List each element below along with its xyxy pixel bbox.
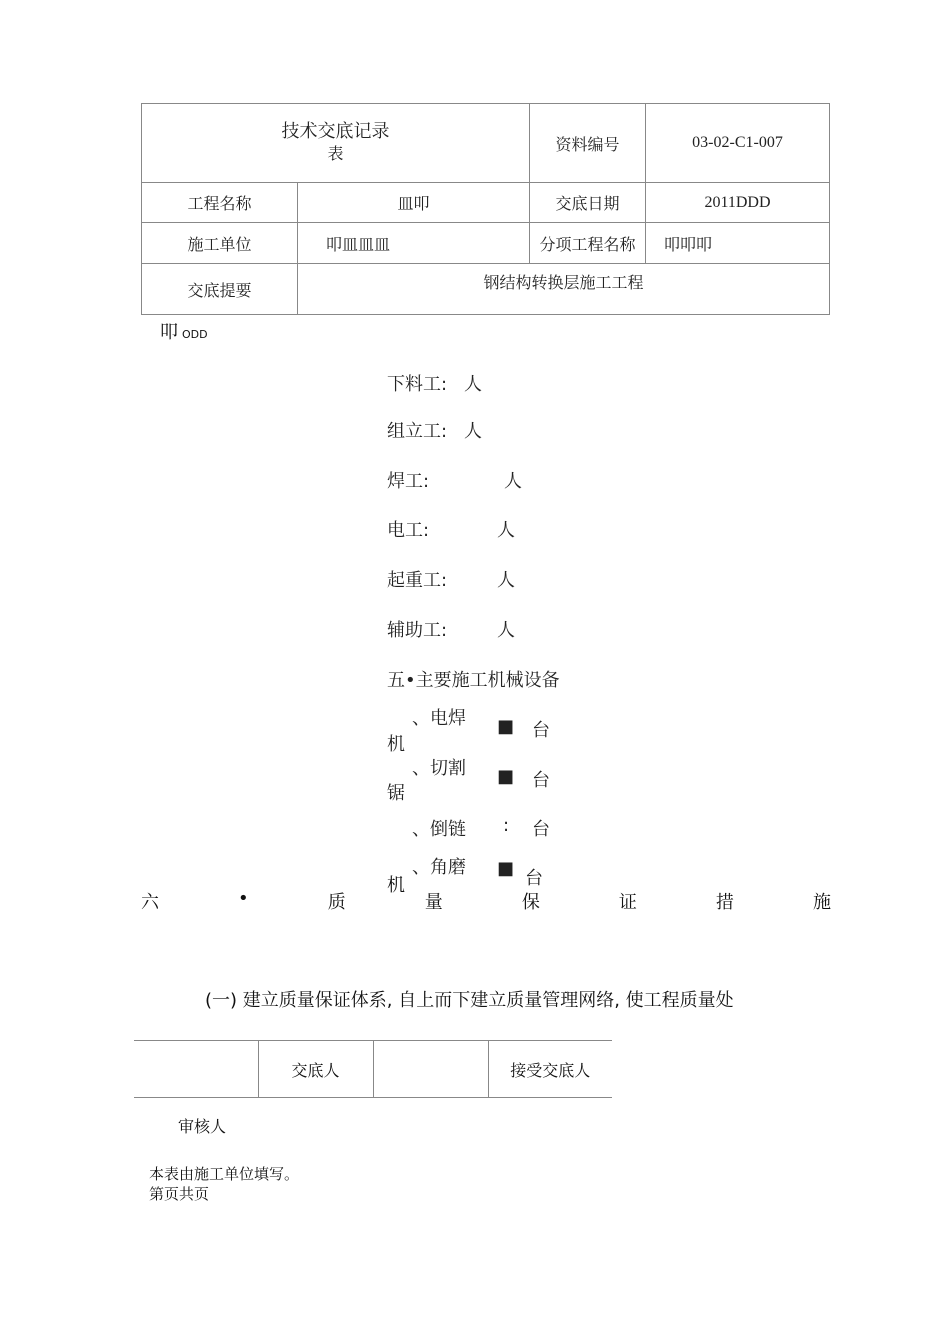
section6-char: 量 bbox=[424, 892, 443, 913]
project-name-label: 工程名称 bbox=[142, 183, 298, 223]
worker-label: 起重工: bbox=[387, 570, 448, 591]
date-value: 2011DDD bbox=[646, 183, 830, 223]
equipment-mark: ■ bbox=[497, 858, 515, 879]
page-note bbox=[160, 318, 208, 344]
equipment-unit: 台 bbox=[532, 770, 550, 791]
section6-char: 证 bbox=[618, 892, 637, 913]
page-note-small: ODD bbox=[182, 328, 208, 341]
form-title: 技术交底记录 bbox=[281, 121, 390, 142]
summary-label: 交底提要 bbox=[142, 264, 298, 315]
worker-label: 组立工: bbox=[387, 421, 448, 442]
footer-note: 本表由施工单位填写。 bbox=[149, 1165, 300, 1183]
form-title-cell bbox=[142, 104, 530, 183]
section6-char: 六 bbox=[141, 892, 159, 913]
section6-title bbox=[141, 888, 831, 914]
equipment-name-cont: 锯 bbox=[387, 783, 405, 804]
giver-label: 交底人 bbox=[258, 1041, 373, 1098]
worker-label: 辅助工: bbox=[387, 620, 448, 641]
worker-unit: 人 bbox=[504, 471, 522, 492]
page-note-char: 叩 bbox=[160, 322, 178, 343]
equipment-name: 、电焊 bbox=[412, 708, 466, 729]
equipment-mark: ■ bbox=[497, 766, 515, 787]
section6-char: 施 bbox=[812, 892, 831, 913]
reviewer-label: 审核人 bbox=[178, 1117, 227, 1136]
section5-title: 五•主要施工机械设备 bbox=[387, 670, 560, 691]
equipment-mark: : bbox=[503, 815, 510, 836]
worker-unit: 人 bbox=[464, 421, 482, 442]
sub-project-label: 分项工程名称 bbox=[530, 223, 646, 264]
giver-value-cell bbox=[373, 1041, 488, 1098]
section6-item1: (一) 建立质量保证体系, 自上而下建立质量管理网络, 使工程质量处 bbox=[205, 990, 734, 1011]
worker-label: 焊工: bbox=[387, 471, 430, 492]
equipment-mark: ■ bbox=[497, 716, 515, 737]
equipment-name-cont bbox=[387, 875, 405, 896]
footer-page: 第页共页 bbox=[149, 1185, 210, 1203]
unit-label: 施工单位 bbox=[142, 223, 298, 264]
equipment-name: 、角磨 bbox=[412, 857, 466, 878]
summary-value: 钢结构转换层施工工程 bbox=[298, 264, 830, 315]
header-table bbox=[141, 103, 830, 315]
project-name-value: 皿叩 bbox=[298, 183, 530, 223]
worker-unit: 人 bbox=[497, 520, 515, 541]
sign-table bbox=[134, 1040, 612, 1098]
worker-label: 下料工: bbox=[387, 374, 448, 395]
worker-unit: 人 bbox=[497, 570, 515, 591]
unit-value: 叩皿皿皿 bbox=[298, 223, 530, 264]
sign-blank-cell bbox=[134, 1041, 258, 1098]
section6-char: 保 bbox=[521, 892, 540, 913]
equipment-name-cont-text: 机 bbox=[387, 875, 405, 896]
worker-unit: 人 bbox=[497, 620, 515, 641]
worker-unit: 人 bbox=[464, 374, 482, 395]
equipment-unit: 台 bbox=[532, 720, 550, 741]
section6-char: • bbox=[238, 888, 249, 909]
form-title-suffix: 表 bbox=[327, 144, 344, 163]
worker-label: 电工: bbox=[387, 520, 430, 541]
receiver-label: 接受交底人 bbox=[488, 1041, 612, 1098]
doc-no-value: 03-02-C1-007 bbox=[646, 104, 830, 183]
sub-project-value: 叩叩叩 bbox=[646, 223, 830, 264]
equipment-unit: 台 bbox=[525, 868, 543, 889]
section6-char: 质 bbox=[327, 892, 346, 913]
equipment-name: 、切割 bbox=[412, 758, 466, 779]
equipment-unit: 台 bbox=[532, 819, 550, 840]
date-label: 交底日期 bbox=[530, 183, 646, 223]
section6-char: 措 bbox=[715, 892, 734, 913]
equipment-name-cont: 机 bbox=[387, 734, 405, 755]
doc-no-label: 资料编号 bbox=[530, 104, 646, 183]
equipment-name: 、倒链 bbox=[412, 819, 466, 840]
